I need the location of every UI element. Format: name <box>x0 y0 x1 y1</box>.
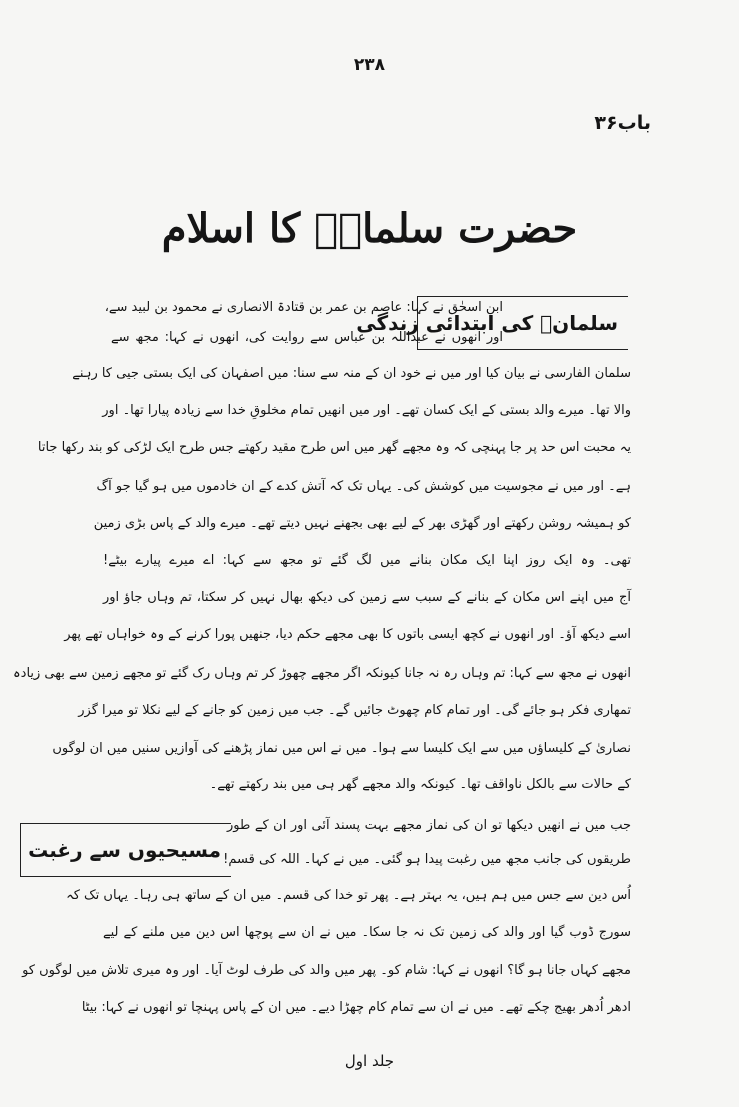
text-line: کے حالات سے بالکل ناواقف تھا۔ کیونکہ والد مجھے گھر ہی میں بند رکھتے تھے۔ <box>209 777 631 792</box>
text-line: اور انھوں نے عبداللہ بن عباس سے روایت کی، انھوں نے کہا: مجھ سے <box>111 330 503 345</box>
text-line: والا تھا۔ میرے والد بستی کے ایک کسان تھے۔ اور میں انھیں تمام مخلوقِ خدا سے زیادہ پیارا تھا۔ اور <box>102 403 631 418</box>
text-line: آج میں اپنے اس مکان کے بنانے کے سبب سے زمین کی دیکھ بھال نہیں کر سکتا، تم وہاں جاؤ اور <box>103 590 631 605</box>
section-heading-inclination: مسیحیوں سے رغبت <box>20 823 231 877</box>
text-line: کو ہمیشہ روشن رکھتے اور گھڑی بھر کے لیے بھی بجھنے نہیں دیتے تھے۔ میرے والد کے پاس بڑی زمین <box>93 516 631 531</box>
text-line: ابن اسحٰق نے کہا: عاصم بن عمر بن قتادۃ الانصاری نے محمود بن لبید سے، <box>104 300 503 315</box>
text-line: ادھر اُدھر بھیج چکے تھے۔ میں نے ان سے تمام کام چھڑا دیے۔ میں ان کے پاس پہنچا تو انھوں نے کہا: بیٹا <box>81 1000 631 1015</box>
text-line: جب میں نے انھیں دیکھا تو ان کی نماز مجھے بہت پسند آئی اور ان کے طور <box>227 818 631 833</box>
page-number: ۲۳۸ <box>353 55 386 75</box>
text-line: ہے۔ اور میں نے مجوسیت میں کوشش کی۔ یہاں تک کہ آتش کدے کے ان خادموں میں ہو گیا جو آگ <box>96 479 631 494</box>
text-line: سورج ڈوب گیا اور والد کی زمین تک نہ جا سکا۔ میں نے ان سے پوچھا اس دین میں ملنے کے لیے <box>103 925 631 940</box>
text-line: نصاریٰ کے کلیساؤں میں سے ایک کلیسا سے ہوا۔ میں نے اس میں نماز پڑھنے کی آوازیں سنیں میں ان لوگوں <box>52 741 631 756</box>
text-line: تھی۔ وہ ایک روز اپنا ایک مکان بنانے میں لگ گئے تو مجھ سے کہا: اے میرے پیارے بیٹے! <box>103 553 631 568</box>
text-line: اُس دین سے جس میں ہم ہیں، یہ بہتر ہے۔ پھر تو خدا کی قسم۔ میں ان کے ساتھ ہی رہا۔ یہاں تک کہ <box>66 888 631 903</box>
text-line: انھوں نے مجھ سے کہا: تم وہاں رہ نہ جانا کیونکہ اگر مجھے چھوڑ کر تم وہاں رک گئے تو مجھے زمین سے بھی زیادہ <box>13 666 631 681</box>
section-heading-early-life: سلمانؓ کی ابتدائی زندگی <box>417 296 628 350</box>
volume-footer: جلد اول <box>344 1052 395 1070</box>
text-line: طریقوں کی جانب مجھ میں رغبت پیدا ہو گئی۔ میں نے کہا۔ اللہ کی قسم! <box>223 852 631 867</box>
text-line: سلمان الفارسی نے بیان کیا اور میں نے خود ان کے منہ سے سنا: میں اصفہان کی ایک بستی جیی کا رہنے <box>72 366 631 381</box>
text-line: اسے دیکھ آؤ۔ اور انھوں نے کچھ ایسی باتوں کا بھی مجھے حکم دیا، جنھیں پورا کرنے کے وہ خواہاں تھے پھر <box>64 627 631 642</box>
text-line: یہ محبت اس حد پر جا پہنچی کہ وہ مجھے گھر میں اس طرح مقید رکھتے جس طرح ایک لڑکی کو بند رکھا جاتا <box>37 440 631 455</box>
text-line: مجھے کہاں جانا ہو گا؟ انھوں نے کہا: شام کو۔ پھر میں والد کی طرف لوٹ آیا۔ اور وہ میری تلاش میں لوگوں کو <box>22 963 631 978</box>
chapter-label: باب۳۶ <box>594 112 651 134</box>
chapter-title: حضرت سلمانؓ کا اسلام <box>161 205 578 252</box>
text-line: تمھاری فکر ہو جائے گی۔ اور تمام کام چھوٹ جائیں گے۔ جب میں زمین کو جانے کے لیے نکلا تو میرا گزر <box>78 703 631 718</box>
